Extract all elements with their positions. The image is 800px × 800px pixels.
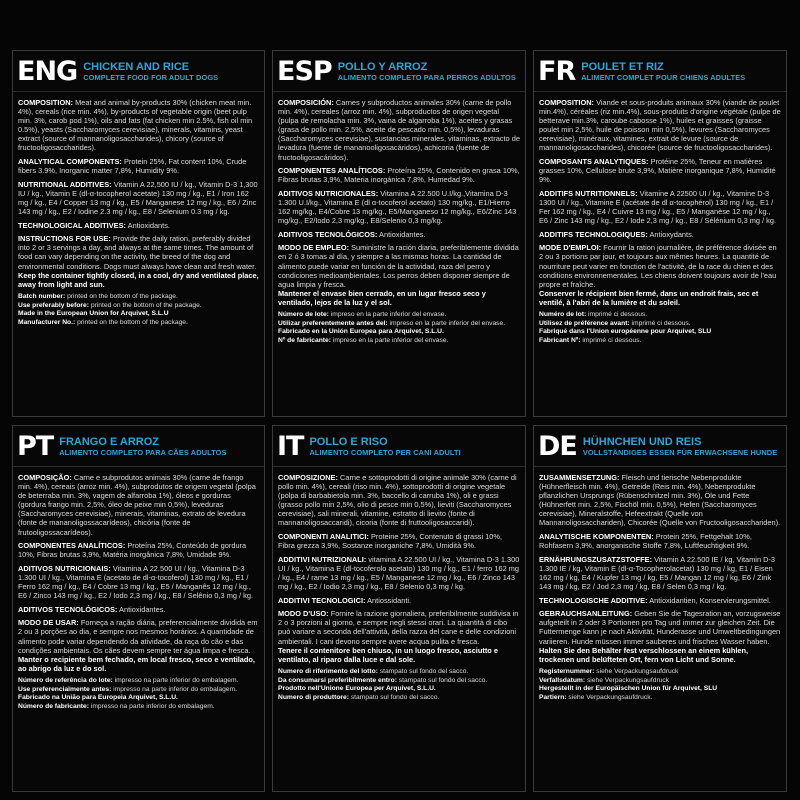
made-in-text: Fabricado na União para Europeia Arquivet, S.L.U. bbox=[18, 694, 178, 702]
best-before-text: imprimé ci dessous. bbox=[631, 319, 691, 327]
technological-label: ADITIVOS TECNOLÓGICOS: bbox=[278, 229, 378, 239]
nutritional-label: ADITIVOS NUTRICIONAIS: bbox=[18, 563, 111, 573]
batch-label: Registernummer: bbox=[539, 668, 595, 676]
manufacturer-label: Numero di produttore: bbox=[278, 693, 349, 701]
instructions-section bbox=[539, 243, 781, 307]
technological-section bbox=[278, 230, 520, 239]
technological-section bbox=[18, 221, 259, 230]
nutritional-section bbox=[278, 555, 520, 591]
manufacturer-label: Fabricant Nº: bbox=[539, 336, 581, 344]
analytical-text: Proteína 25%, Contenido en grasa 10%, Fibras brutas 3,9%, Materia inorgánica 7,8%, Humedad 9%. bbox=[278, 166, 520, 185]
manufacturer-text: siehe Verpackungsaufdruck. bbox=[568, 693, 653, 701]
batch-text: stampato sul fondo del sacco. bbox=[379, 668, 469, 676]
manufacturer-label: Número de fabricante: bbox=[18, 702, 89, 710]
technological-label: ADITIVOS TECNOLÓGICOS: bbox=[18, 604, 118, 614]
analytical-text: Proteine 25%, Contenuto di grassi 10%, Fibra grezza 3,9%, Sostanze inorganiche 7,8%, Umidità 9%. bbox=[278, 532, 502, 551]
nutritional-label: NUTRITIONAL ADDITIVES: bbox=[18, 179, 112, 189]
manufacturer-label: Manufacturer No.: bbox=[18, 318, 76, 326]
panel-it bbox=[272, 425, 526, 792]
footer-info bbox=[539, 311, 781, 345]
batch-label: Número de referência do lote: bbox=[18, 677, 113, 685]
nutritional-label: ADDITIFS NUTRITIONNELS: bbox=[539, 188, 638, 198]
manufacturer-text: imprimé ci dessous. bbox=[582, 336, 642, 344]
best-before-text: impreso en la parte inferior del envase. bbox=[389, 319, 506, 327]
made-in-text: Fabricado en la Unión Europea para Arquivet, S.L.U. bbox=[278, 328, 444, 336]
manufacturer-text: stampato sul fondo del sacco. bbox=[350, 693, 440, 701]
product-subtitle: ALIMENTO COMPLETO PER CANI ADULTI bbox=[309, 447, 461, 457]
product-subtitle: ALIMENT COMPLET POUR CHIENS ADULTES bbox=[581, 72, 746, 82]
technological-label: ADDITIVI TECNOLOGICI: bbox=[278, 595, 366, 605]
panel-esp bbox=[272, 50, 526, 417]
technological-section bbox=[539, 230, 781, 239]
composition-section bbox=[539, 98, 781, 153]
panel-header bbox=[534, 51, 786, 92]
panel-header bbox=[534, 426, 786, 467]
batch-label: Numéro de lot: bbox=[539, 311, 587, 319]
panel-de bbox=[533, 425, 787, 792]
storage-text: Conserver le récipient bien fermé, dans un endroit frais, sec et ventilé, à l'abri de la lumière et du soleil. bbox=[539, 288, 759, 307]
manufacturer-label: Partiern: bbox=[539, 693, 567, 701]
product-subtitle: COMPLETE FOOD FOR ADULT DOGS bbox=[83, 72, 219, 82]
panel-body bbox=[13, 92, 264, 327]
technological-text: Antioxidantes. bbox=[379, 229, 426, 239]
composition-section bbox=[278, 473, 520, 528]
composition-label: COMPOSIÇÃO: bbox=[18, 473, 72, 482]
panel-fr bbox=[533, 50, 787, 417]
analytical-label: COMPONENTI ANALITICI: bbox=[278, 532, 369, 542]
instructions-label: MODO D'USO: bbox=[278, 609, 329, 619]
made-in-text: Prodotto nell'Unione Europea per Arquivet, S.L.U. bbox=[278, 685, 436, 693]
footer-info bbox=[539, 668, 781, 702]
analytical-label: COMPOSANTS ANALYTIQUES: bbox=[539, 157, 649, 167]
instructions-section bbox=[18, 618, 259, 673]
analytical-text: Protein 25%, Fettgehalt 10%, Rohfasern 3,9%, anorganische Stoffe 7,8%, Luftfeuchtigkeit 9%. bbox=[539, 532, 752, 551]
batch-label: Numero di riferimento del lotto: bbox=[278, 668, 378, 676]
batch-text: impresso na parte inferior do embalagem. bbox=[114, 677, 239, 685]
panel-body bbox=[13, 467, 264, 711]
composition-label: COMPOSITION: bbox=[539, 98, 595, 107]
analytical-section bbox=[278, 166, 520, 184]
analytical-section bbox=[539, 532, 781, 550]
analytical-label: COMPONENTES ANALÍTICOS: bbox=[18, 541, 126, 551]
technological-text: Antioxidantes. bbox=[119, 604, 166, 614]
composition-section bbox=[18, 473, 259, 537]
product-title: POULET ET RIZ bbox=[581, 60, 664, 73]
nutritional-label: ADDITIVI NUTRIZIONALI: bbox=[278, 554, 367, 564]
made-in-text: Fabriqué dans l'Union européenne pour Arquivet, SLU bbox=[539, 328, 712, 336]
analytical-label: COMPONENTES ANALÍTICOS: bbox=[278, 166, 386, 176]
composition-text: Meat and animal by-products 30% (chicken meat min. 4%), cereals (rice min. 4%), by-products of vegetable origin (beet pulp min. 3%, carob pod 1%), oils and fats (fat chicken min 2.5%, fish oil min 0.5%), yeasts (Saccharomyces cerevisiae), minerals, vitamins, yeast extract (source of mannanoligosaccharides), chicory (source of fructooligosaccharides). bbox=[18, 98, 253, 153]
composition-section bbox=[278, 98, 520, 162]
nutritional-section bbox=[18, 564, 259, 600]
panel-body bbox=[534, 467, 786, 702]
technological-label: TECHNOLOGICAL ADDITIVES: bbox=[18, 220, 126, 230]
panel-body bbox=[273, 467, 525, 702]
composition-text: Carne e subprodutos animais 30% (carne de frango min. 4%), cereais (arroz min. 4%), subprodutos de origem vegetal (polpa de beterraba min. 3%, vagem de alfarroba 1%), óleos e gorduras (gordura frango min. 2,5%, óleo de peixe min 0,5%), leveduras (Saccharomyces cerevisiae), minerais, vitaminas, extrato de levedura (fonte de mananoligossacarídeos), chicória (fonte de frutooligossacarídeos). bbox=[18, 473, 256, 537]
best-before-text: stampato sul fondo del sacco. bbox=[398, 676, 488, 684]
language-code: IT bbox=[277, 430, 304, 462]
analytical-label: ANALYTISCHE KOMPONENTEN: bbox=[539, 532, 654, 542]
technological-text: Antioxidantien, Konservierungsmittel. bbox=[649, 595, 771, 605]
footer-info bbox=[278, 311, 520, 345]
product-subtitle: ALIMENTO COMPLETO PARA CÃES ADULTOS bbox=[59, 447, 227, 457]
product-title: FRANGO E ARROZ bbox=[59, 435, 160, 448]
footer-info bbox=[18, 677, 259, 711]
nutritional-label: ADITIVOS NUTRICIONALES: bbox=[278, 188, 379, 198]
composition-text: Viande et sous-produits animaux 30% (viande de poulet min.4%), céréales (riz min.4%), sous-produits d'origine végétale (pulpe de betterave min.3%, caroube cabosse 1%), huiles et graisses (graisse poulet min 2,5%, huile de poisson min 0,5%), levures (Saccharomyces cerevisiae), minéraux, vitamines, extrait de levure (source de mannanoligosaccharides), chicorée (source de fructooligosaccharides). bbox=[539, 98, 781, 153]
technological-text: Antioxidants. bbox=[127, 220, 170, 230]
instructions-label: INSTRUCTIONS FOR USE: bbox=[18, 234, 111, 244]
analytical-text: Protéine 25%, Teneur en matières grasses 10%, Cellulose brute 3,9%, Matière inorganique 7,8%, Humidité 9%. bbox=[539, 157, 776, 185]
technological-label: TECHNOLOGISCHE ADDITIVE: bbox=[539, 595, 648, 605]
language-code: FR bbox=[538, 55, 576, 87]
footer-info bbox=[278, 668, 520, 702]
instructions-section bbox=[278, 609, 520, 664]
made-in-text: Made in the European Union for Arquivet, S.L.U bbox=[18, 310, 169, 318]
composition-label: ZUSAMMENSETZUNG: bbox=[539, 473, 620, 482]
storage-text: Manter o recipiente bem fechado, em local fresco, seco e ventilado, ao abrigo da luz e do sol. bbox=[18, 654, 255, 673]
composition-label: COMPOSITION: bbox=[18, 98, 74, 107]
best-before-label: Utilizar preferentemente antes del: bbox=[278, 319, 388, 327]
best-before-label: Da consumarsi preferibilmente entro: bbox=[278, 676, 397, 684]
language-code: DE bbox=[538, 430, 577, 462]
language-code: PT bbox=[17, 430, 54, 462]
technological-text: Antiossidanti. bbox=[367, 595, 412, 605]
best-before-label: Utilisez de préférence avant: bbox=[539, 319, 630, 327]
analytical-section bbox=[278, 532, 520, 550]
instructions-section bbox=[539, 609, 781, 664]
footer-info bbox=[18, 293, 259, 327]
batch-label: Número de lote: bbox=[278, 311, 329, 319]
panel-header bbox=[273, 426, 525, 467]
instructions-label: MODO DE USAR: bbox=[18, 618, 79, 628]
language-code: ESP bbox=[277, 55, 332, 87]
nutritional-text: Vitamina A 22.500 U.I/kg.,Vitamina D-3 1.300 U.I/kg., Vitamina E (dl α-tocoferol acetato) 130 mg/kg., E1/Hierro 162 mg/kg., E4/Cobre 13 mg/kg., E5/Manganeso 12 mg/kg., E6/Zinc 143 mg/kg., E2/Iodo 2,3 mg/kg., E8/Selenio 0,3 mg/kg. bbox=[278, 188, 517, 226]
composition-label: COMPOSIZIONE: bbox=[278, 473, 338, 482]
nutritional-section bbox=[539, 555, 781, 591]
instructions-text: Provide the daily ration, preferably divided into 2 or 3 servings a day, and always at the same times. The amount of food can vary depending on the activity, the breed of the dog and environmental conditions. Dogs must always have clean and fresh water. bbox=[18, 234, 257, 271]
composition-section bbox=[18, 98, 259, 153]
manufacturer-text: printed on the bottom of the package. bbox=[77, 318, 188, 326]
technological-section bbox=[18, 605, 259, 614]
panel-header bbox=[13, 51, 264, 92]
nutritional-text: Vitamin A 22.500 IE / kg, Vitamin D-3 1.300 IE / kg, Vitamin E (dl-α-Tocopherolacetat) 130 mg / kg, E1 / Eisen 162 mg / kg, E4 / Kupfer 13 mg / kg, E5 / Mangan 12 mg / kg, E6 / Zink 143 mg / kg, E2 / Jod 2,3 mg / kg, E8 / Selen 0,3 mg / kg. bbox=[539, 554, 776, 592]
batch-text: imprimé ci dessous. bbox=[588, 311, 648, 319]
best-before-label: Verfallsdatum: bbox=[539, 676, 586, 684]
manufacturer-text: impreso en la parte inferior del envase. bbox=[332, 336, 449, 344]
best-before-label: Use preferencialmente antes: bbox=[18, 685, 112, 693]
analytical-section bbox=[18, 157, 259, 175]
product-title: POLLO E RISO bbox=[309, 435, 388, 448]
instructions-label: MODE D'EMPLOI: bbox=[539, 243, 602, 253]
instructions-section bbox=[18, 234, 259, 289]
batch-text: printed on the bottom of the package. bbox=[67, 293, 178, 301]
batch-text: siehe Verpackungsaufdruck bbox=[596, 668, 679, 676]
instructions-section bbox=[278, 243, 520, 307]
composition-section bbox=[539, 473, 781, 528]
best-before-text: impresso na parte inferior do embalagem. bbox=[113, 685, 237, 693]
panel-eng bbox=[12, 50, 265, 417]
best-before-text: siehe Verpackungsaufdruck bbox=[586, 676, 670, 684]
instructions-label: GEBRAUCHSANLEITUNG: bbox=[539, 609, 633, 619]
analytical-section bbox=[539, 157, 781, 184]
instructions-text: Forneça a ração diária, preferencialmente dividida em 2 ou 3 porções ao dia, e sempre nos mesmos horários. A quantidade de alimento pode variar dependendo da atividade, da raça do cão e das condições ambientais. Os cães devem sempre ter água limpa e fresca. bbox=[18, 618, 258, 655]
nutritional-text: Vitamine A 22500 UI / kg., Vitamine D-3 1300 UI / kg., Vitamine E (acétate de dl α-tocophérol) 130 mg / kg., E1 / Fer 162 mg / kg., E4 / Cuivre 13 mg / kg., E5 / Manganèse 12 mg / kg., E6 / Zinc 143 mg / kg., E2 / Iode 2,3 mg / kg., E8 / Sélénium 0,3 mg / kg. bbox=[539, 188, 777, 226]
product-title: CHICKEN AND RICE bbox=[83, 60, 190, 73]
analytical-text: Proteína 25%, Conteúdo de gordura 10%, Fibras brutas 3,9%, Matéria inorgânica 7,8%, Umidade 9%. bbox=[18, 541, 247, 560]
composition-label: COMPOSICIÓN: bbox=[278, 98, 334, 107]
instructions-label: MODO DE EMPLEO: bbox=[278, 243, 350, 253]
product-title: POLLO Y ARROZ bbox=[337, 60, 428, 73]
instructions-text: Suministre la ración diaria, preferiblemente dividida en 2 ó 3 tomas al día, y siempre a las mismas horas. La cantidad de alimento puede variar en función de la actividad, raza del perro y condiciones medioambientales. Los perros deben disponer siempre de agua limpia y fresca. bbox=[278, 243, 519, 289]
product-subtitle: ALIMENTO COMPLETO PARA PERROS ADULTOS bbox=[337, 72, 516, 82]
language-code: ENG bbox=[17, 55, 78, 87]
storage-text: Halten Sie den Behälter fest verschlossen an einem kühlen, trockenen und belüfteten Ort, fern von Licht und Sonne. bbox=[539, 645, 749, 664]
nutritional-section bbox=[539, 189, 781, 225]
nutritional-text: vitamina A 22.500 UI / kg., Vitamina D-3 1.300 UI / kg., Vitamina E (dl-tocoferolo acetato) 130 mg / kg., E1 / ferro 162 mg / kg., E4 / rame 13 mg / kg., E5 / Manganese 12 mg / kg., E6 / Zinco 143 mg / kg., E2 / Iodio 2,3 mg / kg., E8 / Selenio 0,3 mg / kg. bbox=[278, 554, 520, 592]
nutritional-text: Vitamin A 22,500 IU / kg., Vitamin D-3 1,300 IU / kg., Vitamin E (dl-α-tocopherol acetate) 130 mg / kg., E1 / Iron 162 mg / kg., E4 / Copper 13 mg / kg., E5 / Manganese 12 mg / kg., E6 / Zinc 143 mg / kg., E2 / Iodine 2.3 mg / kg., E8 / Selenium 0.3 mg / kg. bbox=[18, 179, 258, 217]
instructions-text: Fornire la razione giornaliera, preferibilmente suddivisa in 2 o 3 porzioni al giorno, e sempre negli stessi orari. La quantità di cibo può variare a seconda dell'attività, della razza del cane e delle condizioni ambientali. I cani devono sempre avere acqua pulita e fresca. bbox=[278, 609, 519, 646]
best-before-text: printed on the bottom of the package. bbox=[90, 301, 202, 309]
technological-section bbox=[539, 596, 781, 605]
nutritional-section bbox=[18, 180, 259, 216]
product-subtitle: VOLLSTÄNDIGES ESSEN FÜR ERWACHSENE HUNDE bbox=[582, 447, 778, 457]
instructions-text: Fournir la ration journalière, de préférence divisée en 2 ou 3 portions par jour, et toujours aux mêmes heures. La quantité de nourriture peut varier en fonction de l'activité, de la race du chien et des conditions environnementales. Les chiens doivent toujours avoir de l'eau propre et fraîche. bbox=[539, 243, 777, 289]
composition-text: Fleisch und tierische Nebenprodukte (Hühnerfleisch min. 4%), Getreide (Reis min. 4%), Nebenprodukte pflanzlichen Ursprungs (Rübenschnitzel min. 3%), Öle und Fette (Hühnerfett min. 2,5%, Fischöl min. 0,5%), Hefen (Saccharomyces cerevisiae), Mineralstoffe, Hefeextrakt (Quelle von Mannanoligosacchariden), Chicorée (Quelle von Fructooligosacchariden). bbox=[539, 473, 781, 528]
technological-text: Antioxydants. bbox=[649, 229, 694, 239]
panel-pt bbox=[12, 425, 265, 792]
product-title: HÜHNCHEN UND REIS bbox=[582, 435, 702, 448]
analytical-text: Protein 25%, Fat content 10%, Crude fibers 3.9%, Inorganic matter 7,8%, Humidity 9%. bbox=[18, 157, 247, 176]
analytical-label: ANALYTICAL COMPONENTS: bbox=[18, 157, 122, 167]
panel-body bbox=[273, 92, 525, 345]
best-before-label: Use preferably before: bbox=[18, 301, 89, 309]
batch-text: impreso en la parte inferior del envase. bbox=[330, 311, 447, 319]
manufacturer-label: Nº de fabricante: bbox=[278, 336, 331, 344]
panel-header bbox=[273, 51, 525, 92]
technological-section bbox=[278, 596, 520, 605]
panel-header bbox=[13, 426, 264, 467]
nutritional-section bbox=[278, 189, 520, 225]
composition-text: Carne e sottoprodotti di origine animale 30% (carne di pollo min. 4%), cereali (riso min. 4%), sottoprodotti di origine vegetale (polpa di barbabietola min. 3%, baccello di carruba 1%), oli e grassi (grasso pollo min 2,5%, olio di pesce min 0,5%), lieviti (Saccharomyces cerevisiae), sali minerali, vitamine, estratto di lievito (fonte di mannanoligosaccaridi), cicoria (fonte di fruttooligosaccaridi). bbox=[278, 473, 517, 528]
nutritional-label: ERNÄHRUNGSZUSATZSTOFFE: bbox=[539, 554, 653, 564]
storage-text: Tenere il contenitore ben chiuso, in un luogo fresco, asciutto e ventilato, al riparo dalla luce e dal sole. bbox=[278, 645, 498, 664]
technological-label: ADDITIFS TECHNOLOGIQUES: bbox=[539, 229, 648, 239]
storage-text: Mantener el envase bien cerrado, en un lugar fresco seco y ventilado, lejos de la luz y el sol. bbox=[278, 288, 486, 307]
nutritional-text: Vitamina A 22.500 UI / kg., Vitamina D-3 1.300 UI / kg., Vitamina E (acetato de dl-α-tocoferol) 130 mg / kg., E1 / Ferro 162 mg / kg., E4 / Cobre 13 mg / kg., E5 / Manganês 12 mg / kg., E6 / Zinco 143 mg / kg., E2 / Iodo 2,3 mg / kg., E8 / Selênio 0,3 mg / kg. bbox=[18, 563, 253, 601]
manufacturer-text: impresso na parte inferior do embalagem. bbox=[90, 702, 215, 710]
panel-body bbox=[534, 92, 786, 345]
batch-label: Batch number: bbox=[18, 293, 66, 301]
composition-text: Carnes y subproductos animales 30% (carne de pollo min. 4%), cereales (arroz min. 4%), subproductos de origen vegetal (pulpa de remolacha min. 3%, vaina de algarroba 1%), aceites y grasas (grasa de pollo min. 2,5%, aceite de pescado min. 0,5%), levaduras (Saccharomyces cerevisiae), sustancias minerales, vitaminas, extracto de levadura (fuente de mananooligosacáridos), achicoria (fuente de fructooligosacáridos). bbox=[278, 98, 520, 162]
analytical-section bbox=[18, 541, 259, 559]
storage-text: Keep the container tightly closed, in a cool, dry and ventilated place, away from light and sun. bbox=[18, 270, 259, 289]
instructions-text: Geben Sie die Tagesration an, vorzugsweise aufgeteilt in 2 oder 3 Portionen pro Tag und immer zur gleichen Zeit. Die Futtermenge kann je nach Aktivität, Hunderasse und Umweltbedingungen variieren. Hunde müssen immer sauberes und frisches Wasser haben. bbox=[539, 609, 781, 646]
made-in-text: Hergestellt in der Europäischen Union für Arquivet, SLU bbox=[539, 685, 718, 693]
